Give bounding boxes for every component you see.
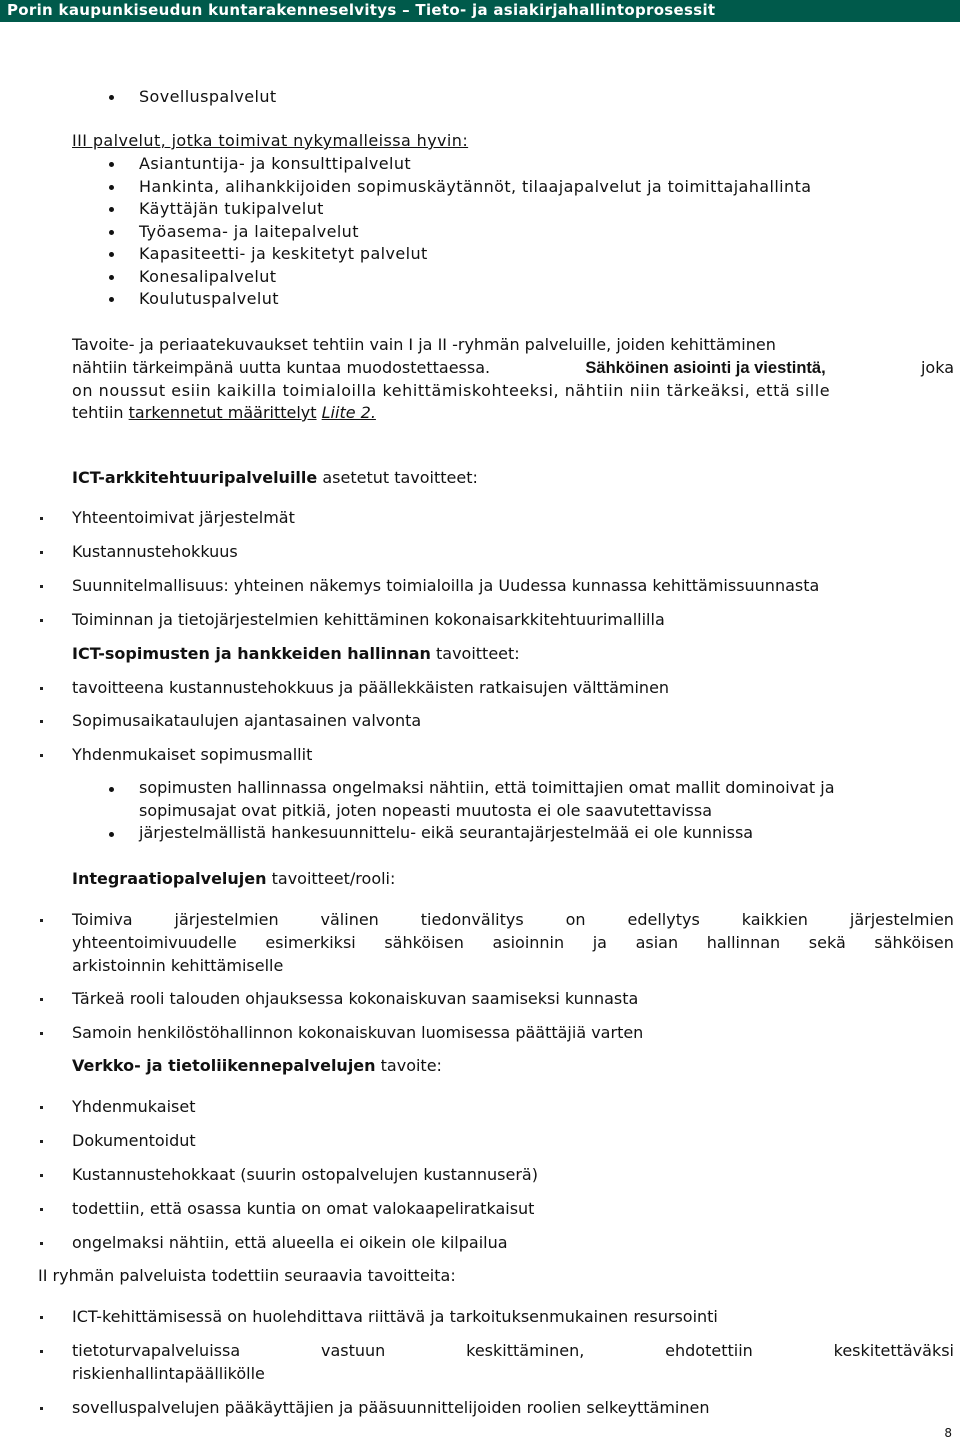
bullet — [40, 551, 43, 554]
word: välinen — [320, 910, 379, 929]
word: tietoturvapalveluissa — [72, 1341, 241, 1360]
word: edellytys — [627, 910, 700, 929]
list-item: sovelluspalvelujen pääkäyttäjien ja pääsuunnittelijoiden roolien selkeyttäminen — [72, 1398, 710, 1417]
heading-bold: Integraatiopalvelujen — [72, 869, 267, 888]
bullet — [40, 1140, 43, 1143]
list-item: Koulutuspalvelut — [139, 289, 279, 308]
paragraph-line — [72, 357, 954, 379]
heading-bold: Verkko- ja tietoliikennepalvelujen — [72, 1056, 376, 1075]
text: nähtiin tärkeimpänä uutta kuntaa muodostettaessa. — [72, 358, 491, 377]
list-item: todettiin, että osassa kuntia on omat valokaapeliratkaisut — [72, 1199, 535, 1218]
list-item: Dokumentoidut — [72, 1131, 196, 1150]
list-item-line — [72, 1340, 954, 1362]
list-item: Sopimusaikataulujen ajantasainen valvonta — [72, 711, 422, 730]
sub-list-item: järjestelmällistä hankesuunnittelu- eikä seurantajärjestelmää ei ole kunnissa — [139, 823, 754, 842]
link-text: tarkennetut määrittelyt — [128, 403, 317, 422]
paragraph-line — [72, 402, 376, 424]
list-item-line: arkistoinnin kehittämiselle — [72, 956, 284, 975]
section-heading — [72, 467, 478, 489]
heading-bold: ICT-sopimusten ja hankkeiden hallinnan — [72, 644, 431, 663]
word: sekä — [808, 933, 846, 952]
list-item: Suunnitelmallisuus: yhteinen näkemys toimialoilla ja Uudessa kunnassa kehittämissuunnasta — [72, 576, 820, 595]
list-item: tavoitteena kustannustehokkuus ja päällekkäisten ratkaisujen välttäminen — [72, 678, 670, 697]
list-item: Toiminnan ja tietojärjestelmien kehittäminen kokonaisarkkitehtuurimallilla — [72, 610, 665, 629]
bullet — [40, 1208, 43, 1211]
section-heading — [72, 1055, 442, 1077]
text: joka — [920, 358, 954, 377]
word: asioinnin — [492, 933, 565, 952]
list-item-line — [72, 909, 954, 931]
bullet — [40, 1032, 43, 1035]
word: vastuun — [320, 1341, 386, 1360]
sub-list-item: sopimusten hallinnassa ongelmaksi nähtiin, että toimittajien omat mallit dominoivat ja — [139, 778, 835, 797]
word: järjestelmien — [174, 910, 279, 929]
text: tehtiin — [72, 403, 124, 422]
emphasis: Sähköinen asiointi ja viestintä, — [585, 359, 826, 377]
word: sähköisen — [384, 933, 464, 952]
list-item: ICT-kehittämisessä on huolehdittava riittävä ja tarkoituksenmukainen resursointi — [72, 1307, 718, 1326]
list-item-line: riskienhallintapäällikölle — [72, 1364, 265, 1383]
heading-rest: tavoitteet: — [435, 644, 520, 663]
list-item: Samoin henkilöstöhallinnon kokonaiskuvan luomisessa päättäjiä varten — [72, 1023, 644, 1042]
bullet — [109, 95, 114, 100]
bullet — [40, 585, 43, 588]
list-item: ongelmaksi nähtiin, että alueella ei oikein ole kilpailua — [72, 1233, 508, 1252]
list-item: Työasema- ja laitepalvelut — [139, 222, 359, 241]
bullet — [109, 252, 114, 257]
bullet — [109, 832, 114, 837]
section-heading: II ryhmän palveluista todettiin seuraavia tavoitteita: — [38, 1266, 456, 1285]
bullet — [40, 1106, 43, 1109]
header-title: Porin kaupunkiseudun kuntarakenneselvitys – Tieto- ja asiakirjahallintoprosessit — [7, 1, 716, 19]
bullet — [40, 1174, 43, 1177]
bullet — [40, 1350, 43, 1353]
bullet — [40, 1407, 43, 1410]
link-text: Liite 2. — [321, 403, 376, 422]
bullet — [40, 998, 43, 1001]
bullet — [109, 787, 114, 792]
bullet — [109, 207, 114, 212]
list-item-line — [72, 932, 954, 954]
header-bar — [0, 0, 960, 22]
word: kaikkien — [741, 910, 808, 929]
bullet — [40, 1242, 43, 1245]
word: järjestelmien — [849, 910, 954, 929]
list-item: Yhteentoimivat järjestelmät — [72, 508, 295, 527]
heading-rest: asetetut tavoitteet: — [322, 468, 478, 487]
word: tiedonvälitys — [420, 910, 524, 929]
word: ehdotettiin — [665, 1341, 753, 1360]
paragraph-line: Tavoite- ja periaatekuvaukset tehtiin vain I ja II -ryhmän palveluille, joiden kehittäminen — [72, 335, 776, 354]
bullet — [40, 720, 43, 723]
word: keskittäminen, — [466, 1341, 585, 1360]
list-item: Kustannustehokkuus — [72, 542, 238, 561]
heading-rest: tavoite: — [380, 1056, 442, 1075]
list-item: Sovelluspalvelut — [139, 87, 277, 106]
list-item: Käyttäjän tukipalvelut — [139, 199, 324, 218]
page-number: 8 — [944, 1426, 952, 1440]
word: keskitettäväksi — [833, 1341, 954, 1360]
bullet — [109, 162, 114, 167]
list-item: Kustannustehokkaat (suurin ostopalvelujen kustannuserä) — [72, 1165, 538, 1184]
sub-list-item-continuation: sopimusajat ovat pitkiä, joten nopeasti muutosta ei ole saavutettavissa — [139, 801, 713, 820]
word: ja — [592, 933, 607, 952]
word: esimerkiksi — [265, 933, 356, 952]
list-item: Yhdenmukaiset — [72, 1097, 196, 1116]
bullet — [40, 754, 43, 757]
section-heading: III palvelut, jotka toimivat nykymalleissa hyvin: — [72, 131, 469, 150]
bullet — [109, 185, 114, 190]
bullet — [40, 517, 43, 520]
list-item: Kapasiteetti- ja keskitetyt palvelut — [139, 244, 428, 263]
bullet — [109, 230, 114, 235]
word: asian — [635, 933, 679, 952]
bullet — [40, 919, 43, 922]
bullet — [109, 297, 114, 302]
list-item: Konesalipalvelut — [139, 267, 277, 286]
word: hallinnan — [706, 933, 781, 952]
list-item: Yhdenmukaiset sopimusmallit — [72, 745, 313, 764]
bullet — [40, 687, 43, 690]
bullet — [40, 1316, 43, 1319]
heading-rest: tavoitteet/rooli: — [271, 869, 396, 888]
word: on — [565, 910, 586, 929]
word: Toimiva — [72, 910, 133, 929]
list-item: Hankinta, alihankkijoiden sopimuskäytännöt, tilaajapalvelut ja toimittajahallinta — [139, 177, 812, 196]
word: sähköisen — [874, 933, 954, 952]
bullet — [109, 275, 114, 280]
section-heading — [72, 643, 520, 665]
section-heading — [72, 868, 395, 890]
word: yhteentoimivuudelle — [72, 933, 237, 952]
list-item: Tärkeä rooli talouden ohjauksessa kokonaiskuvan saamiseksi kunnasta — [72, 989, 639, 1008]
paragraph-line: on noussut esiin kaikilla toimialoilla kehittämiskohteeksi, nähtiin niin tärkeäksi, että sille — [72, 381, 831, 400]
bullet — [40, 619, 43, 622]
list-item: Asiantuntija- ja konsulttipalvelut — [139, 154, 412, 173]
heading-bold: ICT-arkkitehtuuripalveluille — [72, 468, 318, 487]
